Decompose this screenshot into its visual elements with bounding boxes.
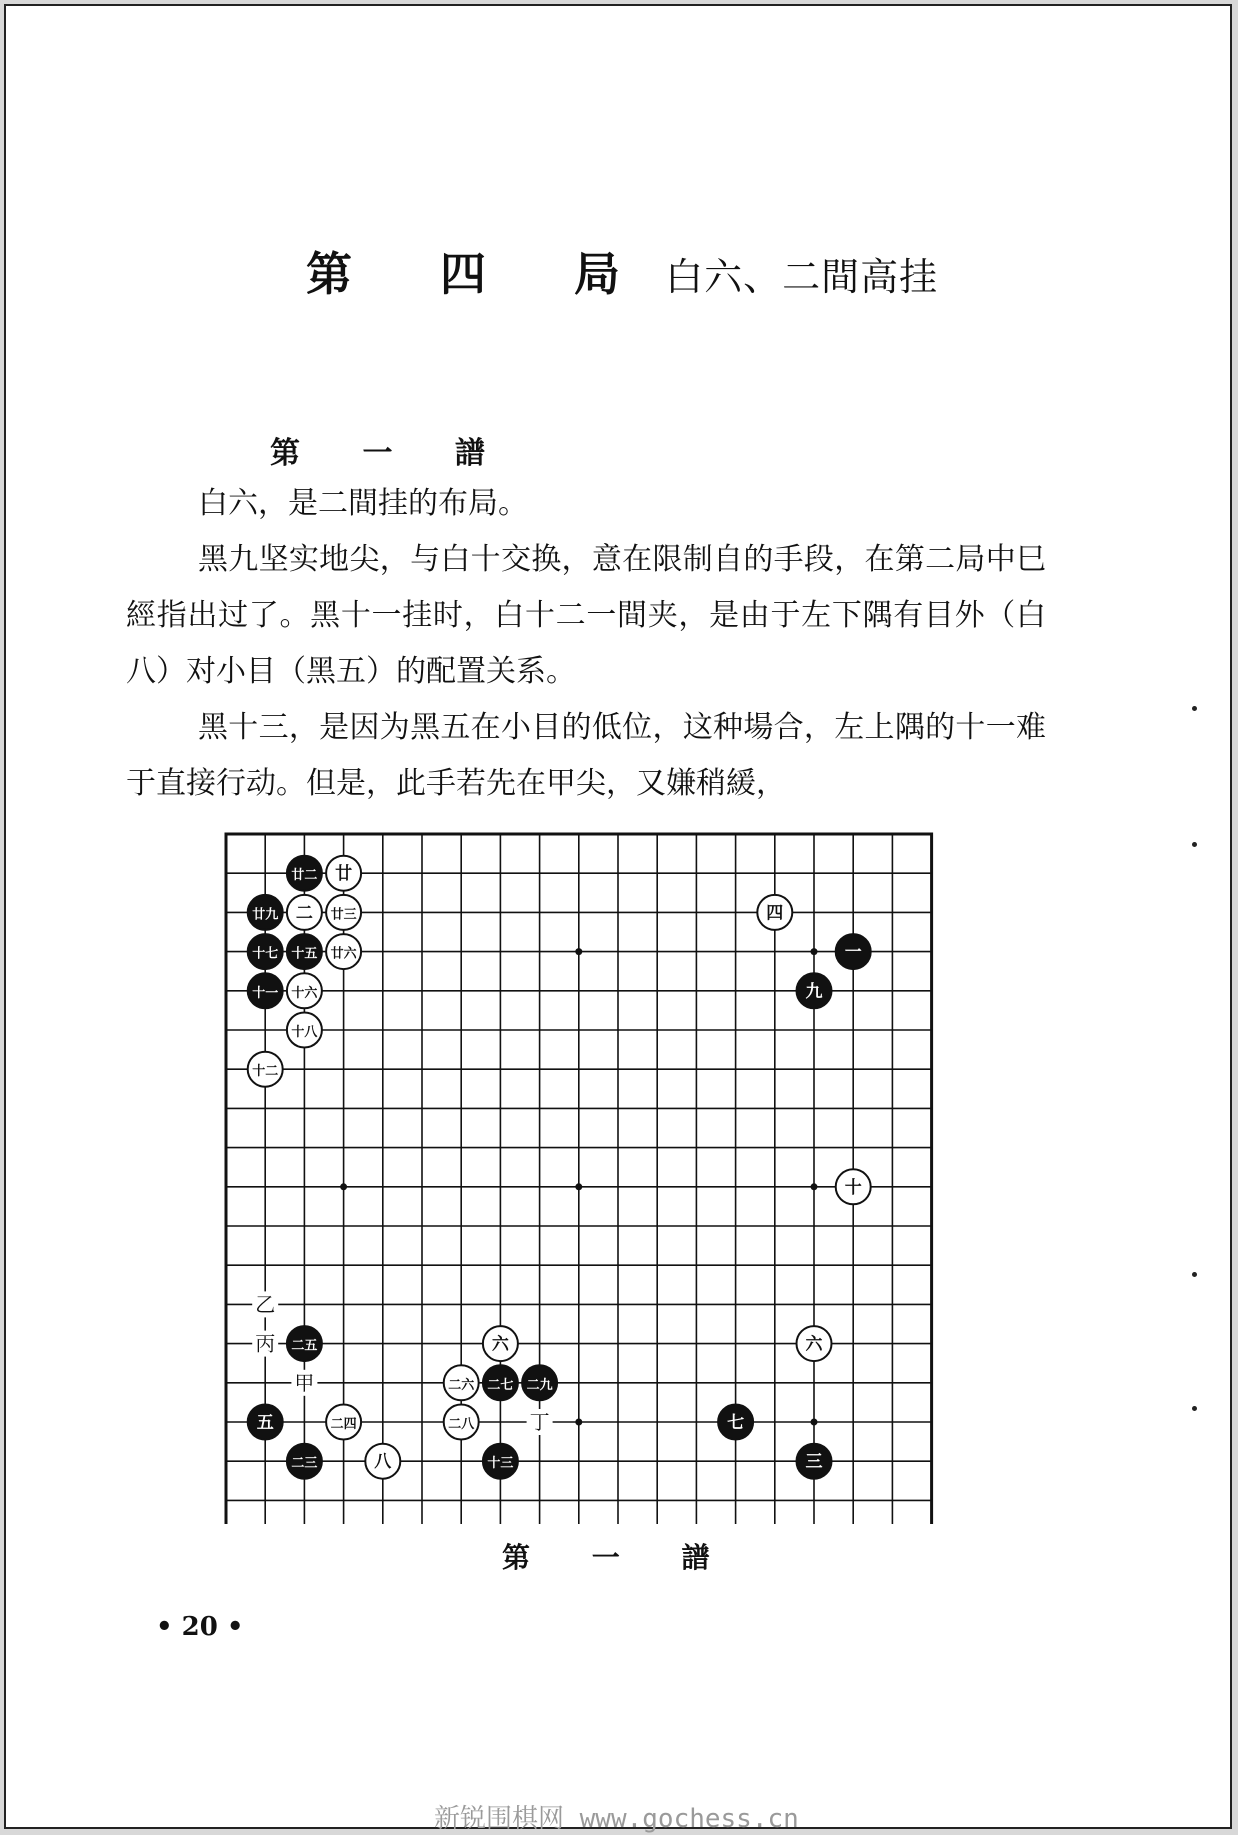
move-number: 二八 xyxy=(448,1417,475,1432)
star-point xyxy=(811,1419,818,1426)
move-number: 二 xyxy=(295,903,313,924)
move-number: 六 xyxy=(805,1334,823,1355)
move-number: 十八 xyxy=(291,1025,318,1040)
move-number: 廿 xyxy=(335,864,353,885)
watermark: 新锐围棋网 www.gochess.cn xyxy=(434,1804,799,1834)
paragraph: 白六，是二間挂的布局。 xyxy=(198,486,528,521)
move-number: 二五 xyxy=(291,1338,318,1354)
paragraph: 黑九坚实地尖，与白十交换，意在限制自的手段，在第二局中巳經指出过了。黑十一挂时，白十二一間夹，是由于左下隅有目外（白八）对小目（黑五）的配置关系。 xyxy=(126,542,1046,689)
move-number: 九 xyxy=(805,981,823,1002)
move-number: 十七 xyxy=(252,946,279,962)
star-point xyxy=(575,1419,582,1426)
star-point xyxy=(340,1183,347,1190)
star-point xyxy=(575,1183,582,1190)
move-number: 十 xyxy=(844,1177,862,1198)
chapter-title xyxy=(306,238,938,304)
move-number: 十五 xyxy=(291,946,318,962)
move-number: 二七 xyxy=(487,1377,514,1393)
margin-speck xyxy=(1192,1406,1197,1411)
move-number: 五 xyxy=(256,1413,274,1433)
move-number: 二四 xyxy=(330,1417,357,1432)
figure-caption: 第 一 譜 xyxy=(502,1541,736,1574)
point-marker: 甲 xyxy=(294,1370,315,1395)
move-number: 十三 xyxy=(487,1456,514,1472)
star-point xyxy=(575,948,582,955)
chapter-title-main: 第 四 局 xyxy=(306,247,657,301)
margin-speck xyxy=(1192,1272,1197,1277)
move-number: 二九 xyxy=(526,1377,553,1393)
section-heading: 第 一 譜 xyxy=(270,436,511,471)
move-number: 三 xyxy=(805,1452,823,1473)
move-number: 廿九 xyxy=(252,907,279,923)
move-number: 六 xyxy=(491,1334,509,1355)
move-number: 十一 xyxy=(252,985,279,1001)
move-number: 八 xyxy=(374,1452,392,1473)
page-number: • 20 • xyxy=(156,1612,244,1642)
move-number: 四 xyxy=(766,903,784,924)
point-marker: 乙 xyxy=(255,1292,276,1317)
chapter-title-sub: 白六、二間高挂 xyxy=(665,255,939,299)
move-number: 廿六 xyxy=(330,946,357,962)
book-page xyxy=(4,4,1232,1829)
paragraph: 黑十三，是因为黑五在小目的低位，这种場合，左上隅的十一难于直接行动。但是，此手若先在甲尖，又嫌稍緩， xyxy=(126,710,1046,801)
move-number: 十二 xyxy=(252,1064,279,1080)
point-marker: 丙 xyxy=(255,1331,276,1356)
go-board xyxy=(214,824,934,1524)
move-number: 十六 xyxy=(291,985,318,1001)
move-number: 一 xyxy=(844,942,862,963)
go-board-figure xyxy=(214,824,934,1528)
commentary-text xyxy=(126,476,1046,812)
star-point xyxy=(811,948,818,955)
move-number: 二六 xyxy=(448,1377,475,1393)
move-number: 七 xyxy=(727,1413,745,1433)
move-number: 廿二 xyxy=(291,868,318,884)
margin-speck xyxy=(1192,706,1197,711)
move-number: 廿三 xyxy=(330,907,357,923)
move-number: 二三 xyxy=(291,1456,318,1472)
margin-speck xyxy=(1192,842,1197,847)
point-marker: 丁 xyxy=(529,1410,550,1434)
star-point xyxy=(811,1183,818,1190)
